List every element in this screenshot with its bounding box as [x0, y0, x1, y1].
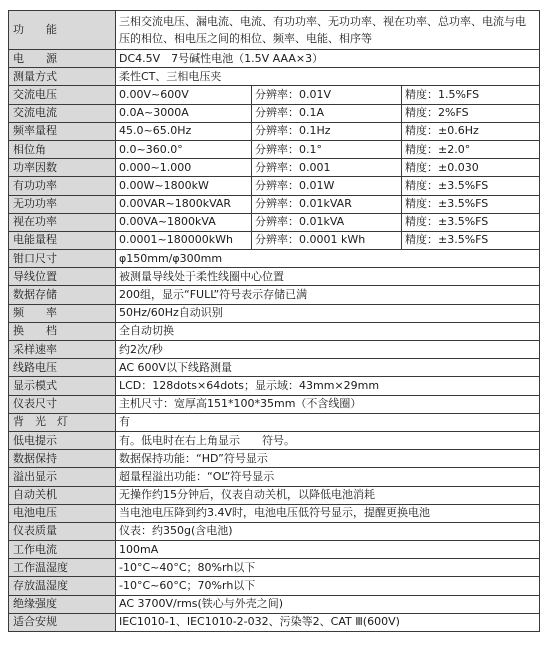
- spec-row: [9, 268, 540, 286]
- spec-value: 200组，显示“FULL”符号表示存储已满: [116, 286, 540, 304]
- spec-row: [9, 395, 540, 413]
- spec-table-body: [9, 11, 540, 632]
- spec-label: 工作电流: [9, 541, 116, 559]
- spec-label: 数据保持: [9, 450, 116, 468]
- spec-label: 溢出显示: [9, 468, 116, 486]
- spec-value: 当电池电压降到约3.4V时，电池电压低符号显示，提醒更换电池: [116, 504, 540, 522]
- spec-value: 超量程溢出功能：“OL”符号显示: [116, 468, 540, 486]
- spec-accuracy: 精度：±3.5%FS: [402, 177, 540, 195]
- spec-value: 全自动切换: [116, 322, 540, 340]
- spec-value: 有: [116, 413, 540, 431]
- spec-value: DC4.5V 7号碱性电池（1.5V AAA×3）: [116, 50, 540, 68]
- spec-range: 0.00V~600V: [116, 86, 252, 104]
- spec-value: -10°C~40°C；80%rh以下: [116, 559, 540, 577]
- spec-label: 频率量程: [9, 122, 116, 140]
- spec-label: 功 能: [9, 11, 116, 50]
- spec-row: [9, 341, 540, 359]
- spec-row: [9, 450, 540, 468]
- spec-row: [9, 68, 540, 86]
- spec-label: 电 源: [9, 50, 116, 68]
- spec-label: 交流电压: [9, 86, 116, 104]
- spec-row: [9, 50, 540, 68]
- spec-range: 0.000~1.000: [116, 159, 252, 177]
- spec-value: φ150mm/φ300mm: [116, 250, 540, 268]
- spec-row: [9, 86, 540, 104]
- spec-row: [9, 504, 540, 522]
- spec-row: [9, 104, 540, 122]
- spec-label: 显示模式: [9, 377, 116, 395]
- spec-row: [9, 413, 540, 431]
- spec-accuracy: 精度：±3.5%FS: [402, 231, 540, 249]
- spec-value: 100mA: [116, 541, 540, 559]
- spec-accuracy: 精度：2%FS: [402, 104, 540, 122]
- spec-row: [9, 577, 540, 595]
- spec-row: [9, 322, 540, 340]
- spec-row: [9, 177, 540, 195]
- spec-row: [9, 11, 540, 50]
- spec-label: 背 光 灯: [9, 413, 116, 431]
- spec-row: [9, 195, 540, 213]
- spec-label: 数据存储: [9, 286, 116, 304]
- spec-value: LCD：128dots×64dots；显示域：43mm×29mm: [116, 377, 540, 395]
- spec-resolution: 分辨率：0.01W: [252, 177, 402, 195]
- spec-value: 柔性CT、三相电压夹: [116, 68, 540, 86]
- spec-range: 45.0~65.0Hz: [116, 122, 252, 140]
- spec-range: 0.0A~3000A: [116, 104, 252, 122]
- spec-range: 0.0001~180000kWh: [116, 231, 252, 249]
- spec-label: 仪表质量: [9, 522, 116, 540]
- spec-row: [9, 431, 540, 449]
- spec-table: [8, 10, 540, 632]
- spec-value: 有。低电时在右上角显示 符号。: [116, 431, 540, 449]
- spec-label: 线路电压: [9, 359, 116, 377]
- spec-row: [9, 541, 540, 559]
- spec-resolution: 分辨率：0.01kVA: [252, 213, 402, 231]
- spec-resolution: 分辨率：0.01V: [252, 86, 402, 104]
- spec-accuracy: 精度：1.5%FS: [402, 86, 540, 104]
- spec-label: 低电提示: [9, 431, 116, 449]
- spec-resolution: 分辨率：0.1Hz: [252, 122, 402, 140]
- spec-label: 工作温湿度: [9, 559, 116, 577]
- spec-label: 仪表尺寸: [9, 395, 116, 413]
- spec-accuracy: 精度：±0.6Hz: [402, 122, 540, 140]
- spec-label: 钳口尺寸: [9, 250, 116, 268]
- spec-label: 测量方式: [9, 68, 116, 86]
- spec-label: 电能量程: [9, 231, 116, 249]
- spec-value: 三相交流电压、漏电流、电流、有功功率、无功功率、视在功率、总功率、电流与电压的相位、相电压之间的相位、频率、电能、相序等: [116, 11, 540, 50]
- spec-label: 适合安规: [9, 613, 116, 631]
- spec-row: [9, 522, 540, 540]
- spec-label: 自动关机: [9, 486, 116, 504]
- spec-row: [9, 140, 540, 158]
- spec-row: [9, 595, 540, 613]
- spec-row: [9, 359, 540, 377]
- spec-value: 被测量导线处于柔性线圈中心位置: [116, 268, 540, 286]
- spec-row: [9, 122, 540, 140]
- spec-range: 0.00VA~1800kVA: [116, 213, 252, 231]
- spec-label: 有功功率: [9, 177, 116, 195]
- spec-value: IEC1010-1、IEC1010-2-032、污染等2、CAT Ⅲ(600V): [116, 613, 540, 631]
- spec-resolution: 分辨率：0.001: [252, 159, 402, 177]
- spec-value: 数据保持功能：“HD”符号显示: [116, 450, 540, 468]
- spec-value: 约2次/秒: [116, 341, 540, 359]
- spec-value: 50Hz/60Hz自动识别: [116, 304, 540, 322]
- spec-resolution: 分辨率：0.1°: [252, 140, 402, 158]
- spec-label: 导线位置: [9, 268, 116, 286]
- spec-value: AC 3700V/rms(铁心与外壳之间): [116, 595, 540, 613]
- spec-accuracy: 精度：±0.030: [402, 159, 540, 177]
- spec-label: 存放温湿度: [9, 577, 116, 595]
- spec-label: 无功功率: [9, 195, 116, 213]
- spec-row: [9, 213, 540, 231]
- spec-label: 采样速率: [9, 341, 116, 359]
- spec-row: [9, 486, 540, 504]
- spec-value: 主机尺寸：宽厚高151*100*35mm（不含线圈）: [116, 395, 540, 413]
- spec-row: [9, 250, 540, 268]
- spec-row: [9, 286, 540, 304]
- spec-row: [9, 304, 540, 322]
- spec-label: 交流电流: [9, 104, 116, 122]
- spec-label: 相位角: [9, 140, 116, 158]
- spec-label: 电池电压: [9, 504, 116, 522]
- spec-row: [9, 231, 540, 249]
- spec-label: 绝缘强度: [9, 595, 116, 613]
- spec-row: [9, 468, 540, 486]
- spec-accuracy: 精度：±3.5%FS: [402, 213, 540, 231]
- spec-accuracy: 精度：±3.5%FS: [402, 195, 540, 213]
- spec-label: 视在功率: [9, 213, 116, 231]
- spec-row: [9, 559, 540, 577]
- spec-value: 仪表：约350g(含电池): [116, 522, 540, 540]
- spec-resolution: 分辨率：0.01kVAR: [252, 195, 402, 213]
- spec-resolution: 分辨率：0.0001 kWh: [252, 231, 402, 249]
- spec-label: 频 率: [9, 304, 116, 322]
- spec-row: [9, 613, 540, 631]
- spec-value: -10°C~60°C；70%rh以下: [116, 577, 540, 595]
- spec-range: 0.00W~1800kW: [116, 177, 252, 195]
- spec-accuracy: 精度：±2.0°: [402, 140, 540, 158]
- spec-value: AC 600V以下线路测量: [116, 359, 540, 377]
- spec-range: 0.0~360.0°: [116, 140, 252, 158]
- spec-label: 换 档: [9, 322, 116, 340]
- spec-label: 功率因数: [9, 159, 116, 177]
- spec-resolution: 分辨率：0.1A: [252, 104, 402, 122]
- spec-row: [9, 159, 540, 177]
- spec-range: 0.00VAR~1800kVAR: [116, 195, 252, 213]
- spec-row: [9, 377, 540, 395]
- spec-value: 无操作约15分钟后，仪表自动关机，以降低电池消耗: [116, 486, 540, 504]
